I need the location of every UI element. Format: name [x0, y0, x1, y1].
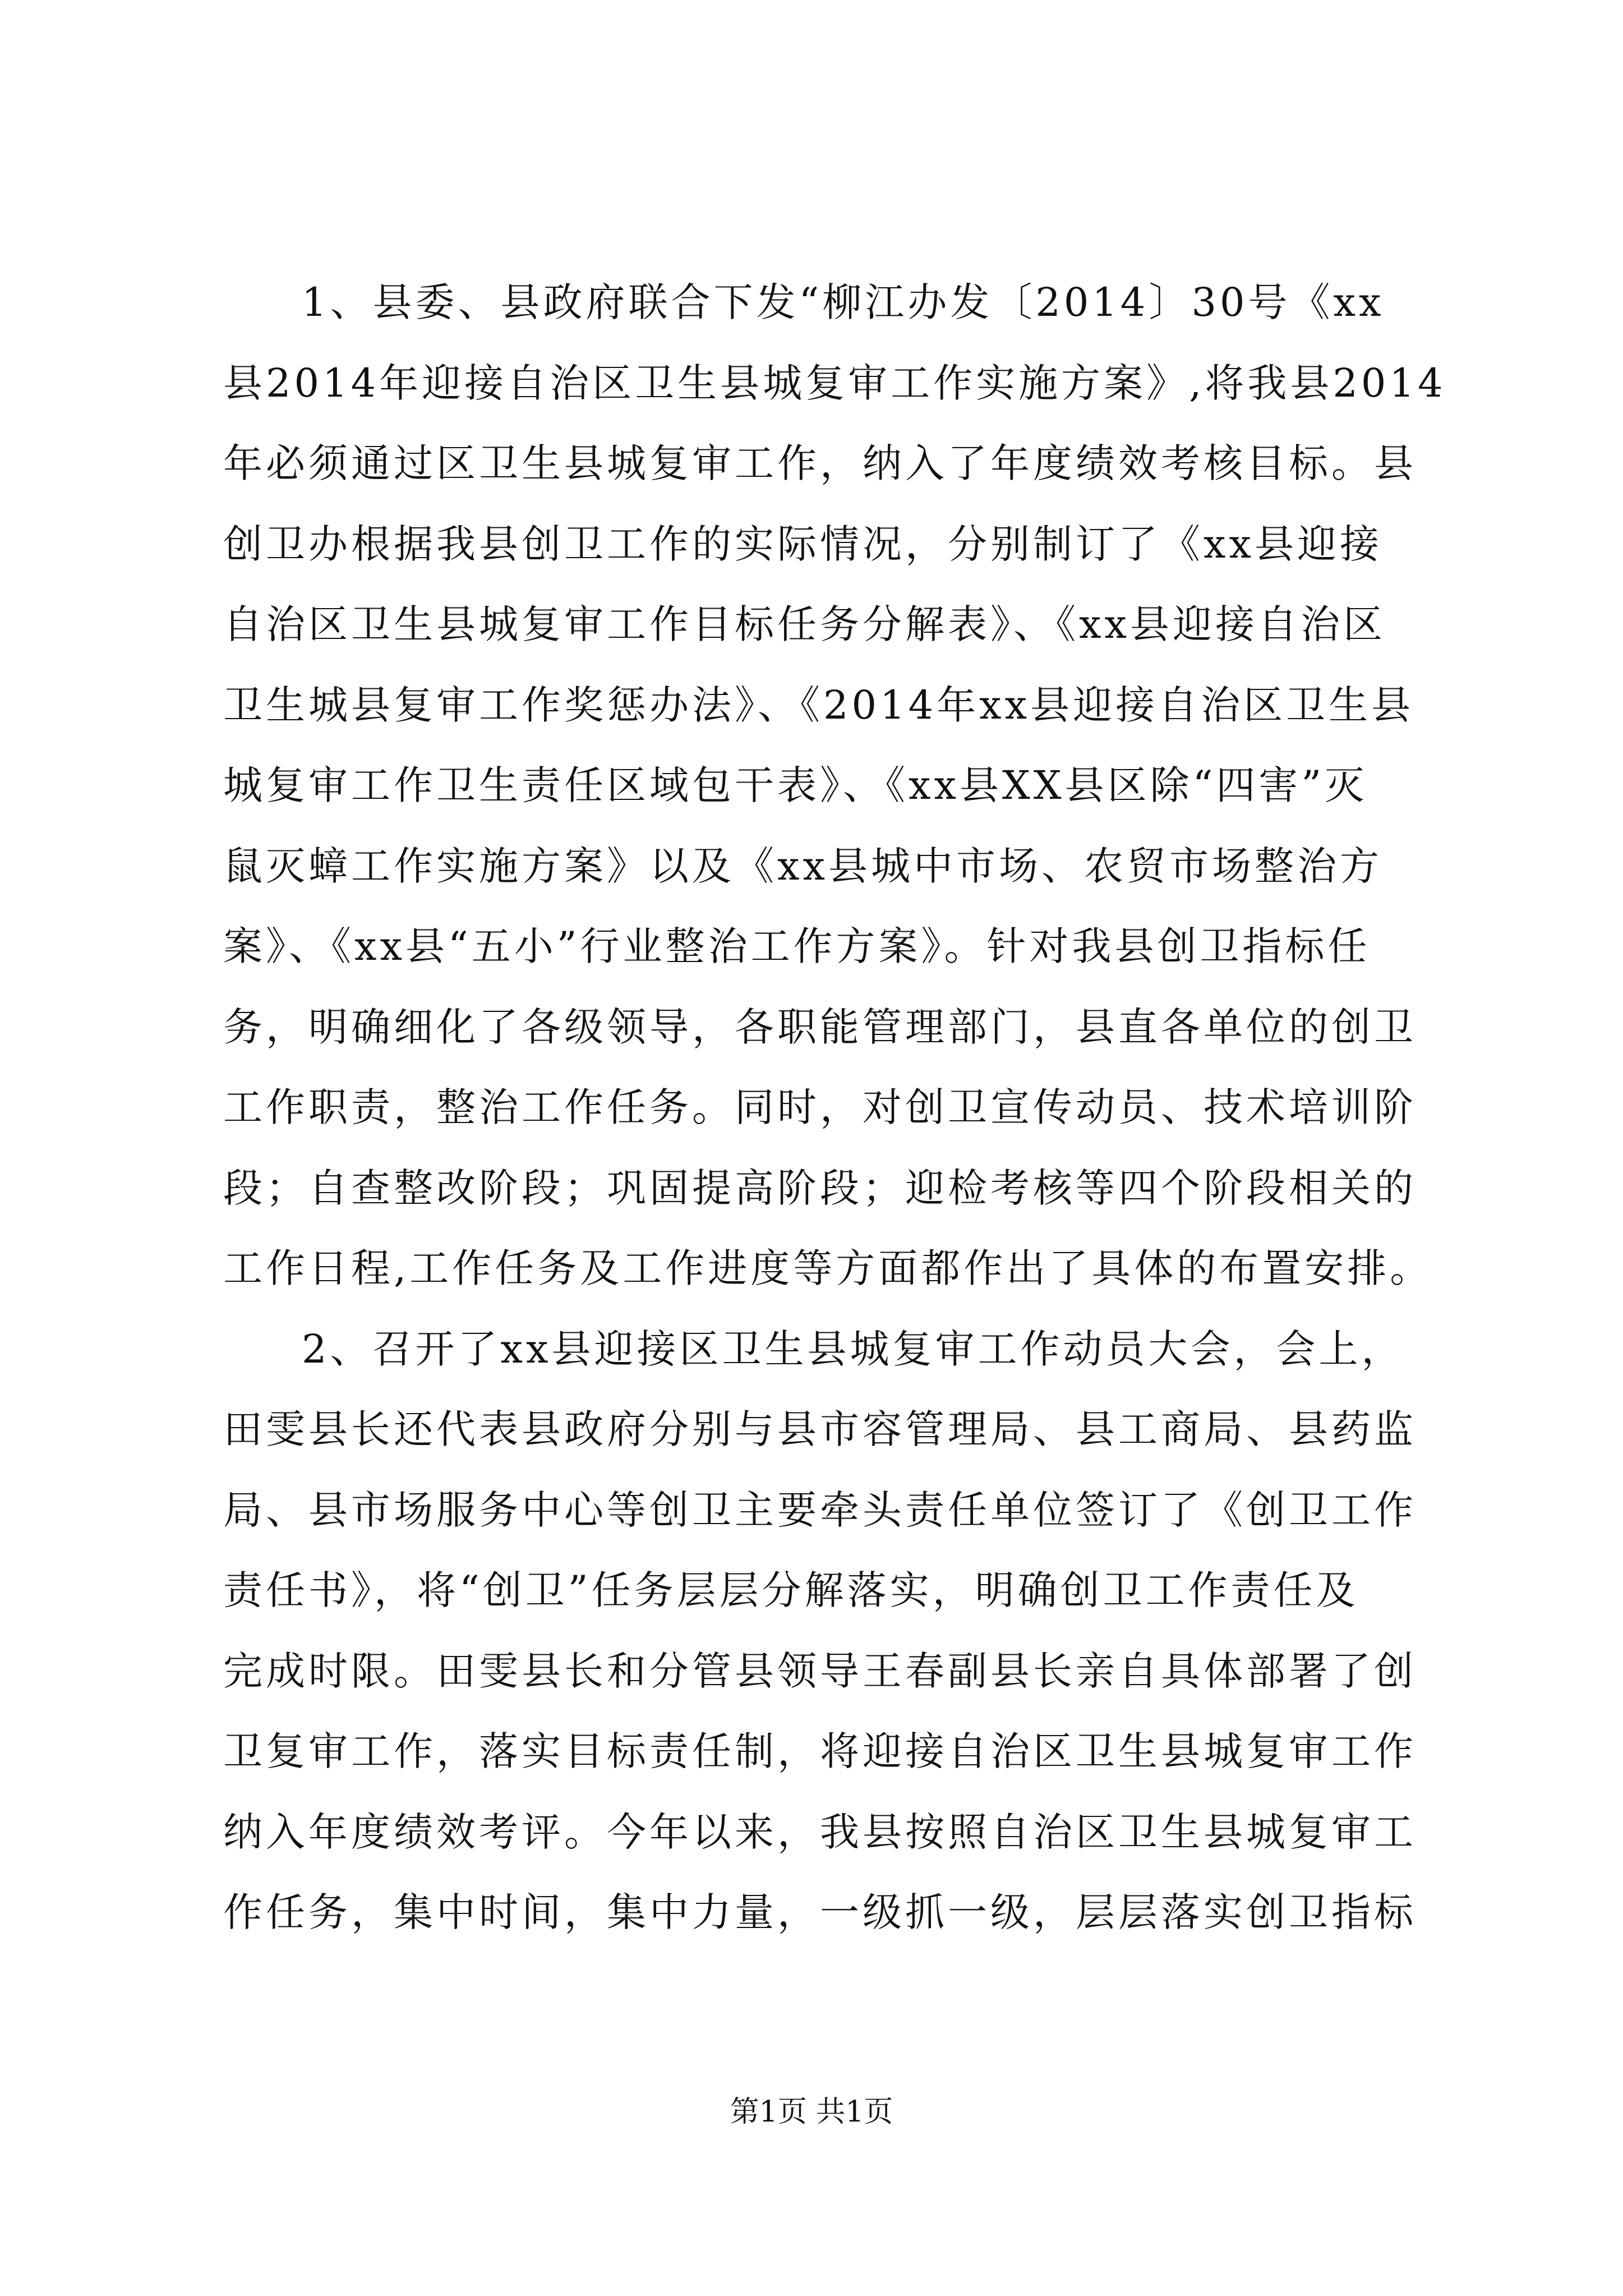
paragraph-2-line-3: 局、县市场服务中心等创卫主要牵头责任单位签订了《创卫工作 — [223, 1487, 1417, 1533]
paragraph-2-line-5: 完成时限。田雯县长和分管县领导王春副县长亲自具体部署了创 — [223, 1648, 1417, 1694]
paragraph-2-line-4: 责任书》，将“创卫”任务层层分解落实，明确创卫工作责任及 — [223, 1567, 1359, 1613]
paragraph-1-line-13: 工作日程,工作任务及工作进度等方面都作出了具体的布置安排。 — [223, 1245, 1433, 1291]
paragraph-1-line-11: 工作职责，整治工作任务。同时，对创卫宣传动员、技术培训阶 — [223, 1084, 1417, 1130]
paragraph-1-line-5: 自治区卫生县城复审工作目标任务分解表》、《xx县迎接自治区 — [223, 601, 1386, 647]
paragraph-2-line-7: 纳入年度绩效考评。今年以来，我县按照自治区卫生县城复审工 — [223, 1809, 1417, 1855]
paragraph-1-line-2: 县2014年迎接自治区卫生县城复审工作实施方案》,将我县2014 — [223, 360, 1446, 406]
paragraph-1-line-10: 务，明确细化了各级领导，各职能管理部门，县直各单位的创卫 — [223, 1004, 1417, 1050]
paragraph-1-line-4: 创卫办根据我县创卫工作的实际情况，分别制订了《xx县迎接 — [223, 521, 1382, 567]
paragraph-2-line-1: 2、召开了xx县迎接区卫生县城复审工作动员大会，会上， — [302, 1326, 1404, 1372]
paragraph-2-line-8: 作任务，集中时间，集中力量，一级抓一级，层层落实创卫指标 — [223, 1889, 1417, 1935]
paragraph-2-line-6: 卫复审工作，落实目标责任制，将迎接自治区卫生县城复审工作 — [223, 1728, 1417, 1774]
paragraph-1-line-9: 案》、《xx县“五小”行业整治工作方案》。针对我县创卫指标任 — [223, 923, 1371, 969]
page-number-footer: 第1页 共1页 — [730, 2095, 893, 2129]
paragraph-1-line-8: 鼠灭蟑工作实施方案》以及《xx县城中市场、农贸市场整治方 — [223, 843, 1382, 889]
paragraph-1-line-7: 城复审工作卫生责任区域包干表》、《xx县XX县区除“四害”灭 — [223, 762, 1368, 808]
paragraph-1-line-6: 卫生城县复审工作奖惩办法》、《2014年xx县迎接自治区卫生县 — [223, 682, 1414, 728]
body-text — [223, 263, 1446, 1953]
paragraph-2-line-2: 田雯县长还代表县政府分别与县市容管理局、县工商局、县药监 — [223, 1406, 1417, 1452]
paragraph-1-line-1: 1、县委、县政府联合下发“柳江办发〔2014〕30号《xx — [302, 279, 1385, 325]
paragraph-1-line-3: 年必须通过区卫生县城复审工作，纳入了年度绩效考核目标。县 — [223, 440, 1417, 486]
paragraph-1-line-12: 段；自查整改阶段；巩固提高阶段；迎检考核等四个阶段相关的 — [223, 1165, 1417, 1211]
